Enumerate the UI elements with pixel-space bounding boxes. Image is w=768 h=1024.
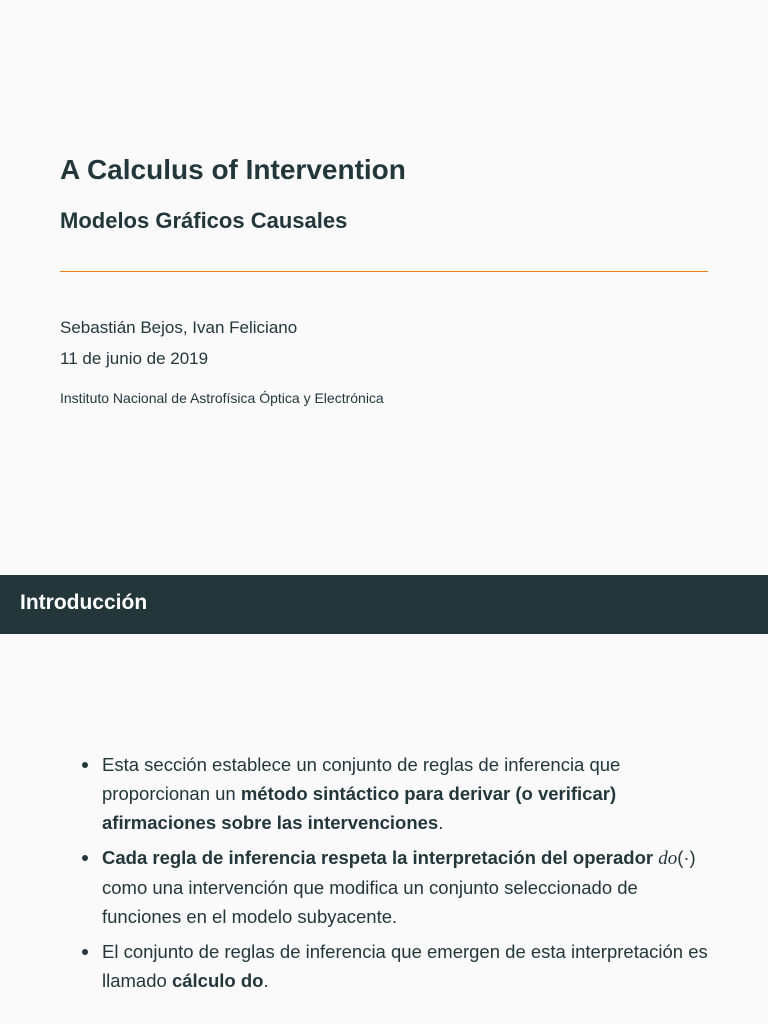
bullet-dot-icon	[82, 855, 88, 861]
bullet-text: El conjunto de reglas de inferencia que emergen de esta interpretación es llamado	[102, 941, 708, 991]
bullet-text: .	[263, 970, 269, 991]
bullet-text: Esta sección establece un conjunto de reglas de inferencia que proporcionan un	[102, 754, 621, 804]
bullet-list	[78, 750, 718, 1001]
slide-content	[0, 634, 768, 1024]
bullet-item	[78, 750, 718, 837]
bullet-text: .	[438, 812, 444, 833]
bullet-dot-icon	[82, 949, 88, 955]
bullet-dot-icon	[82, 762, 88, 768]
institute: Instituto Nacional de Astrofísica Óptica y Electrónica	[60, 390, 384, 406]
math-do-operator: do	[658, 848, 678, 869]
bullet-item	[78, 937, 718, 995]
presentation-subtitle: Modelos Gráficos Causales	[60, 208, 348, 233]
bullet-emphasis: método sintáctico para derivar (o verificar) afirmaciones sobre las intervenciones	[102, 783, 617, 833]
frame-title: Introducción	[20, 591, 148, 614]
authors: Sebastián Bejos, Ivan Feliciano	[60, 318, 298, 337]
presentation-title: A Calculus of Intervention	[60, 154, 406, 185]
bullet-item	[78, 843, 718, 931]
bullet-emphasis: cálculo do	[171, 970, 264, 991]
presentation-date: 11 de junio de 2019	[60, 349, 209, 368]
bullet-text: (·) como una intervención que modifica un conjunto seleccionado de funciones en el modelo subyacente.	[102, 847, 696, 927]
frame-header	[0, 575, 768, 634]
bullet-emphasis: Cada regla de inferencia respeta la interpretación del operador	[102, 847, 654, 868]
title-divider	[60, 271, 708, 272]
